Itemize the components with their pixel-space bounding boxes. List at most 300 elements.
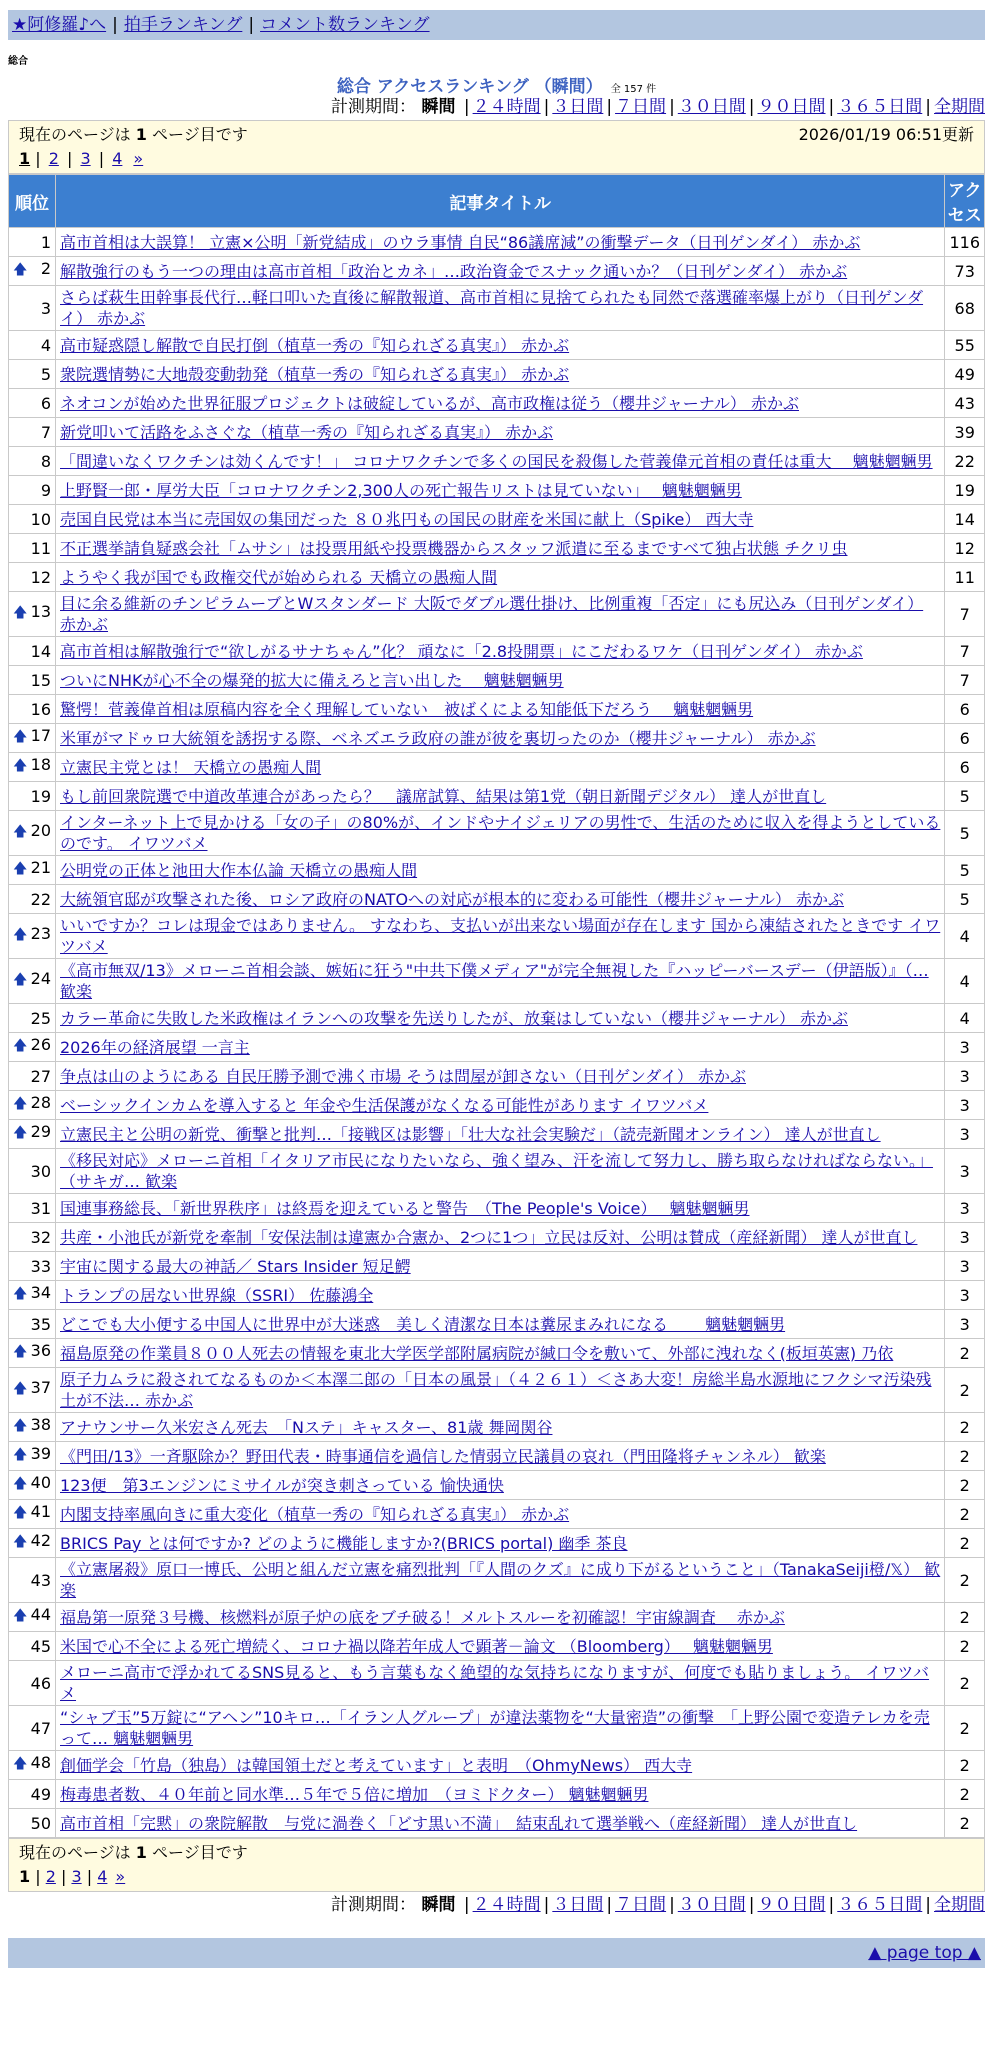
pager-bottom (19, 1865, 974, 1889)
access-count: 2 (945, 1632, 985, 1661)
title-cell (56, 331, 945, 360)
pagination-top (8, 120, 985, 174)
rank-number: 42 (30, 1531, 51, 1550)
page-title (8, 72, 985, 97)
title-cell (56, 1339, 945, 1368)
article-title-link[interactable]: 原子力ムラに殺されてなるものか＜本澤二郎の「日本の風景」（４２６１）＜さあ大変！房総半島水源地にフクシマ汚染残土が不法… 赤かぶ (60, 1370, 932, 1410)
table-row (9, 856, 985, 885)
table-row (9, 1252, 985, 1281)
period-option-link[interactable]: ３６５日間 (837, 97, 923, 117)
article-title-link[interactable]: 米軍がマドゥロ大統領を誘拐する際、ベネズエラ政府の誰が彼を裏切ったのか（櫻井ジャーナル） 赤かぶ (60, 728, 816, 748)
rank-number: 25 (30, 1008, 51, 1028)
table-row (9, 1062, 985, 1091)
title-cell (56, 286, 945, 331)
article-title-link[interactable]: 大統領官邸が攻撃された後、ロシア政府のNATOへの対応が根本的に変わる可能性（櫻井ジャーナル） 赤かぶ (60, 889, 845, 909)
rank-cell (9, 885, 56, 914)
ranking-table (8, 174, 985, 1838)
rank-cell (9, 856, 56, 885)
header-title: 記事タイトル (56, 175, 945, 228)
access-count: 5 (945, 811, 985, 856)
rank-cell (9, 1062, 56, 1091)
access-count: 12 (945, 534, 985, 563)
access-count: 55 (945, 331, 985, 360)
period-option-link[interactable]: ９０日間 (757, 1895, 826, 1915)
comment-ranking-link[interactable]: コメント数ランキング (260, 15, 430, 35)
title-cell (56, 1529, 945, 1558)
rank-cell (9, 257, 56, 286)
article-title-link[interactable]: 上野賢一郎・厚労大臣「コロナワクチン2,300人の死亡報告リストは見ていない」 魑魅魍魎男 (60, 480, 742, 500)
period-option-link[interactable]: ２４時間 (472, 97, 541, 117)
article-title-link[interactable]: いいですか？コレは現金ではありません。 すなわち、支払いが出来ない場面が存在します 国から凍結されたときです イワツバメ (60, 916, 941, 956)
title-cell (56, 1223, 945, 1252)
title-cell (56, 1603, 945, 1632)
arrow-up-icon: 🡅 (13, 824, 28, 840)
table-row (9, 666, 985, 695)
rank-cell (9, 360, 56, 389)
table-row (9, 476, 985, 505)
period-current: 瞬間 (421, 1895, 456, 1915)
access-count: 3 (945, 1149, 985, 1194)
rank-number: 1 (40, 232, 51, 252)
arrow-up-icon: 🡅 (13, 1038, 28, 1054)
arrow-up-icon: 🡅 (13, 1447, 28, 1463)
rank-number: 34 (30, 1283, 51, 1302)
article-title-link[interactable]: 目に余る維新のチンピラムーブとWスタンダード 大阪でダブル選仕掛け、比例重複「否定」にも尻込み（日刊ゲンダイ） 赤かぶ (60, 594, 924, 634)
access-count: 39 (945, 418, 985, 447)
rank-number: 7 (40, 422, 51, 442)
rank-number: 3 (40, 298, 51, 318)
article-title-link[interactable]: 争点は山のようにある 自民圧勝予測で沸く市場 そうは問屋が卸さない（日刊ゲンダイ） 赤かぶ (60, 1066, 746, 1086)
page-top-link[interactable]: ▲ page top ▲ (868, 1943, 981, 1963)
article-title-link[interactable]: 売国自民党は本当に売国奴の集団だった ８０兆円もの国民の財産を米国に献上（Spike） 西大寺 (60, 509, 754, 529)
rank-number: 6 (40, 393, 51, 413)
table-row (9, 959, 985, 1004)
access-count: 3 (945, 1120, 985, 1149)
title-cell (56, 914, 945, 959)
title-cell (56, 1780, 945, 1809)
rank-cell (9, 476, 56, 505)
pager-link[interactable]: 3 (80, 149, 91, 168)
table-row (9, 389, 985, 418)
article-title-link[interactable]: 立憲民主党とは！ 天橋立の愚痴人間 (60, 757, 322, 777)
access-count: 2 (945, 1780, 985, 1809)
rank-number: 28 (30, 1093, 51, 1112)
title-cell (56, 228, 945, 257)
applause-ranking-link[interactable]: 拍手ランキング (123, 15, 243, 35)
title-cell (56, 389, 945, 418)
period-option-link[interactable]: ３６５日間 (837, 1895, 923, 1915)
article-title-link[interactable]: 福島第一原発３号機、核燃料が原子炉の底をブチ破る！メルトスルーを初確認！宇宙線調査 赤かぶ (60, 1607, 785, 1627)
arrow-up-icon: 🡅 (13, 1125, 28, 1141)
title-cell (56, 811, 945, 856)
access-count: 2 (945, 1442, 985, 1471)
pagination-bottom (8, 1838, 985, 1892)
period-option-link[interactable]: ３０日間 (677, 97, 746, 117)
header-rank: 順位 (9, 175, 56, 228)
arrow-up-icon: 🡅 (13, 1505, 28, 1521)
rank-cell (9, 228, 56, 257)
article-title-link[interactable]: 共産・小池氏が新党を牽制「安保法制は違憲か合憲か、2つに1つ」立民は反対、公明は賛成（産経新聞） 達人が世直し (60, 1227, 918, 1247)
title-cell (56, 695, 945, 724)
access-count: 3 (945, 1252, 985, 1281)
table-row (9, 1558, 985, 1603)
pager-link[interactable]: 2 (48, 149, 59, 168)
access-count: 3 (945, 1194, 985, 1223)
period-option-link[interactable]: 全期間 (934, 1895, 985, 1915)
period-selector-top (8, 94, 985, 120)
rank-number: 4 (40, 335, 51, 355)
pager-link[interactable]: 4 (97, 1867, 108, 1886)
article-title-link[interactable]: 立憲民主と公明の新党、衝撃と批判…「接戦区は影響」「壮大な社会実験だ」（読売新聞オンライン） 達人が世直し (60, 1124, 881, 1144)
access-count: 116 (945, 228, 985, 257)
article-title-link[interactable]: さらば萩生田幹事長代行…軽口叩いた直後に解散報道、高市首相に見捨てられたも同然で落選確率爆上がり（日刊ゲンダイ） 赤かぶ (60, 288, 924, 328)
rank-cell (9, 418, 56, 447)
article-title-link[interactable]: 国連事務総長、「新世界秩序」は終焉を迎えていると警告 （The People's Voice） 魑魅魍魎男 (60, 1198, 750, 1218)
article-title-link[interactable]: 123便 第3エンジンにミサイルが突き刺さっている 愉快通快 (60, 1475, 504, 1495)
article-title-link[interactable]: 宇宙に関する最大の神話／ Stars Insider 短足鰐 (60, 1256, 411, 1276)
table-row (9, 1281, 985, 1310)
home-link[interactable]: ★阿修羅♪へ (12, 15, 107, 35)
arrow-up-icon: 🡅 (13, 262, 28, 278)
table-row (9, 1809, 985, 1838)
article-title-link[interactable]: 公明党の正体と池田大作本仏論 天橋立の愚痴人間 (60, 860, 418, 880)
table-row (9, 753, 985, 782)
rank-number: 22 (30, 889, 51, 909)
arrow-up-icon: 🡅 (13, 729, 28, 745)
rank-cell (9, 811, 56, 856)
access-count: 5 (945, 782, 985, 811)
separator: | (828, 1895, 835, 1915)
article-title-link[interactable]: ついにNHKが心不全の爆発的拡大に備えろと言い出した 魑魅魍魎男 (60, 670, 564, 690)
article-title-link[interactable]: 驚愕！菅義偉首相は原稿内容を全く理解していない 被ばくによる知能低下だろう 魑魅魍魎男 (60, 699, 754, 719)
access-count: 43 (945, 389, 985, 418)
rank-number: 15 (30, 670, 51, 690)
pager-link[interactable]: 4 (112, 149, 123, 168)
pager-link[interactable]: 2 (45, 1867, 56, 1886)
arrow-up-icon: 🡅 (13, 1608, 28, 1624)
article-title-link[interactable]: 高市疑惑隠し解散で自民打倒（植草一秀の『知られざる真実』） 赤かぶ (60, 335, 570, 355)
rank-number: 30 (30, 1161, 51, 1181)
total-count: 全 157 件 (610, 84, 657, 95)
rank-cell (9, 592, 56, 637)
rank-number: 31 (30, 1198, 51, 1218)
separator: | (828, 97, 835, 117)
access-count: 2 (945, 1809, 985, 1838)
rank-number: 14 (30, 641, 51, 661)
separator: | (463, 97, 470, 117)
article-title-link[interactable]: 《門田/13》一斉駆除か？野田代表・時事通信を過信した情弱立民議員の哀れ（門田隆将チャンネル） 歓楽 (60, 1446, 826, 1466)
arrow-up-icon: 🡅 (13, 1096, 28, 1112)
title-cell (56, 1120, 945, 1149)
rank-cell (9, 1281, 56, 1310)
table-row (9, 1529, 985, 1558)
rank-cell (9, 1091, 56, 1120)
rank-cell (9, 959, 56, 1004)
access-count: 4 (945, 914, 985, 959)
table-row (9, 1442, 985, 1471)
table-row (9, 1194, 985, 1223)
article-title-link[interactable]: メローニ高市で浮かれてるSNS見ると、もう言葉もなく絶望的な気持ちになりますが、何度でも貼りましょう。 イワツバメ (60, 1663, 930, 1703)
table-row (9, 782, 985, 811)
rank-number: 12 (30, 567, 51, 587)
separator: | (748, 97, 755, 117)
arrow-up-icon: 🡅 (13, 1476, 28, 1492)
table-row (9, 724, 985, 753)
article-title-link[interactable]: カラー革命に失敗した米政権はイランへの攻撃を先送りしたが、放棄はしていない（櫻井ジャーナル） 赤かぶ (60, 1008, 848, 1028)
rank-number: 37 (30, 1378, 51, 1397)
article-title-link[interactable]: 米国で心不全による死亡増続く、コロナ禍以降若年成人で顕著－論文 （Bloomberg） 魑魅魍魎男 (60, 1636, 773, 1656)
table-row (9, 1223, 985, 1252)
separator: | (669, 1895, 675, 1915)
rank-cell (9, 1603, 56, 1632)
article-title-link[interactable]: 2026年の経済展望 一言主 (60, 1037, 250, 1057)
article-title-link[interactable]: ネオコンが始めた世界征服プロジェクトは破綻しているが、高市政権は従う（櫻井ジャーナル） 赤かぶ (60, 393, 800, 413)
title-cell (56, 505, 945, 534)
article-title-link[interactable]: 創価学会「竹島（独島）は韓国領土だと考えています」と表明 （OhmyNews） 西大寺 (60, 1755, 693, 1775)
table-row (9, 1706, 985, 1751)
title-cell (56, 1706, 945, 1751)
rank-number: 17 (30, 726, 51, 745)
pager-next-link[interactable]: » (115, 1867, 126, 1886)
period-option-link[interactable]: ７日間 (615, 97, 667, 117)
separator: | (925, 1895, 931, 1915)
title-cell (56, 1004, 945, 1033)
article-title-link[interactable]: 福島原発の作業員８００人死去の情報を東北大学医学部附属病院が緘口令を敷いて、外部に洩れなく(板垣英憲) 乃依 (60, 1343, 894, 1363)
rank-number: 33 (30, 1256, 51, 1276)
table-row (9, 811, 985, 856)
access-count: 3 (945, 1310, 985, 1339)
article-title-link[interactable]: 新党叩いて活路をふさぐな（植草一秀の『知られざる真実』） 赤かぶ (60, 422, 554, 442)
rank-cell (9, 1780, 56, 1809)
separator: | (925, 97, 931, 117)
article-title-link[interactable]: “シャブ玉”5万錠に“アヘン”10キロ…「イラン人グループ」が違法薬物を“大量密造”の衝撃 「上野公園で変造テレカを売って… 魑魅魍魎男 (60, 1708, 930, 1748)
article-title-link[interactable]: 衆院選情勢に大地殻変動勃発（植草一秀の『知られざる真実』） 赤かぶ (60, 364, 570, 384)
rank-cell (9, 1223, 56, 1252)
rank-cell (9, 1632, 56, 1661)
period-option-link[interactable]: 全期間 (934, 97, 985, 117)
table-row (9, 563, 985, 592)
rank-number: 5 (40, 364, 51, 384)
rank-cell (9, 666, 56, 695)
table-row (9, 534, 985, 563)
rank-number: 50 (30, 1813, 51, 1833)
article-title-link[interactable]: 《立憲屠殺》原口一博氏、公明と組んだ立憲を痛烈批判「『人間のクズ』に成り下がるということ」（TanakaSeiji橙/𝕏） 歓楽 (60, 1560, 941, 1600)
article-title-link[interactable]: BRICS Pay とは何ですか? どのように機能しますか?(BRICS portal) 幽季 茶良 (60, 1533, 628, 1553)
rank-cell (9, 1194, 56, 1223)
rank-number: 38 (30, 1415, 51, 1434)
article-title-link[interactable]: 《移民対応》メローニ首相「イタリア市民になりたいなら、強く望み、汗を流して努力し、勝ち取らなければならない。」（サキガ… 歓楽 (60, 1151, 933, 1191)
separator: | (606, 1895, 613, 1915)
article-title-link[interactable]: トランプの居ない世界線（SSRI） 佐藤鴻全 (60, 1285, 374, 1305)
period-option-link[interactable]: ３日間 (552, 97, 604, 117)
period-option-link[interactable]: ９０日間 (757, 97, 826, 117)
access-count: 6 (945, 695, 985, 724)
rank-cell (9, 389, 56, 418)
footer-bar (8, 1938, 985, 1968)
separator: | (543, 1895, 550, 1915)
rank-number: 41 (30, 1502, 51, 1521)
separator: | (748, 1895, 755, 1915)
table-row (9, 885, 985, 914)
rank-cell (9, 1471, 56, 1500)
rank-cell (9, 1339, 56, 1368)
pager-current: 1 (19, 149, 31, 168)
access-count: 3 (945, 1281, 985, 1310)
rank-number: 26 (30, 1035, 51, 1054)
access-count: 7 (945, 592, 985, 637)
access-count: 2 (945, 1500, 985, 1529)
title-cell (56, 959, 945, 1004)
article-title-link[interactable]: 不正選挙請負疑惑会社「ムサシ」は投票用紙や投票機器からスタッフ派遣に至るまですべて独占状態 チクリ虫 (60, 538, 848, 558)
access-count: 3 (945, 1223, 985, 1252)
rank-number: 47 (30, 1718, 51, 1738)
rank-cell (9, 782, 56, 811)
access-count: 22 (945, 447, 985, 476)
title-cell (56, 1281, 945, 1310)
period-label: 計測期間： (331, 97, 417, 117)
separator: | (543, 97, 550, 117)
section-label: 総合 (8, 56, 28, 67)
separator: | (30, 149, 46, 168)
rank-number: 23 (30, 924, 51, 943)
rank-cell (9, 1751, 56, 1780)
rank-cell (9, 1252, 56, 1281)
rank-cell (9, 1442, 56, 1471)
access-count: 73 (945, 257, 985, 286)
table-row (9, 360, 985, 389)
period-option-link[interactable]: ３日間 (552, 1895, 604, 1915)
rank-cell (9, 1558, 56, 1603)
rank-cell (9, 1120, 56, 1149)
article-title-link[interactable]: ベーシックインカムを導入すると 年金や生活保護がなくなる可能性があります イワツバメ (60, 1095, 709, 1115)
arrow-up-icon: 🡅 (13, 1286, 28, 1302)
arrow-up-icon: 🡅 (13, 1756, 28, 1772)
period-option-link[interactable]: ７日間 (615, 1895, 667, 1915)
title-cell (56, 637, 945, 666)
rank-cell (9, 1529, 56, 1558)
article-title-link[interactable]: 「間違いなくワクチンは効くんです！」 コロナワクチンで多くの国民を殺傷した菅義偉元首相の責任は重大 魑魅魍魎男 (60, 451, 933, 471)
pager-next-link[interactable]: » (133, 149, 144, 168)
separator: | (30, 1867, 46, 1886)
table-row (9, 1603, 985, 1632)
rank-number: 18 (30, 755, 51, 774)
title-cell (56, 782, 945, 811)
rank-cell (9, 1500, 56, 1529)
title-cell (56, 1558, 945, 1603)
access-count: 68 (945, 286, 985, 331)
rank-number: 16 (30, 699, 51, 719)
rank-number: 21 (30, 858, 51, 877)
rank-cell (9, 1310, 56, 1339)
table-row (9, 1413, 985, 1442)
rank-number: 32 (30, 1227, 51, 1247)
table-row (9, 914, 985, 959)
separator: | (669, 97, 675, 117)
access-count: 3 (945, 1062, 985, 1091)
access-count: 4 (945, 1004, 985, 1033)
rank-number: 49 (30, 1784, 51, 1804)
access-count: 3 (945, 1091, 985, 1120)
pager-link[interactable]: 3 (71, 1867, 82, 1886)
article-title-link[interactable]: どこでも大小便する中国人に世界中が大迷惑 美しく清潔な日本は糞尿まみれになる 魑魅魍魎男 (60, 1314, 786, 1334)
access-count: 2 (945, 1558, 985, 1603)
top-nav: ★阿修羅♪へ | 拍手ランキング | コメント数ランキング (8, 10, 985, 40)
article-title-link[interactable]: インターネット上で見かける「女の子」の80%が、インドやナイジェリアの男性で、生活のために収入を得ようとしているのです。 イワツバメ (60, 813, 941, 853)
title-cell (56, 1442, 945, 1471)
table-row (9, 1661, 985, 1706)
table-row (9, 418, 985, 447)
period-selector-bottom (8, 1892, 985, 1918)
arrow-up-icon: 🡅 (13, 861, 28, 877)
table-row (9, 228, 985, 257)
table-row (9, 1632, 985, 1661)
access-count: 6 (945, 724, 985, 753)
rank-number: 20 (30, 821, 51, 840)
article-title-link[interactable]: 高市首相は大誤算！ 立憲×公明「新党結成」のウラ事情 自民“86議席減”の衝撃データ（日刊ゲンダイ） 赤かぶ (60, 232, 861, 252)
table-row (9, 592, 985, 637)
title-cell (56, 1033, 945, 1062)
article-title-link[interactable]: 梅毒患者数、４０年前と同水準…５年で５倍に増加 （ヨミドクター） 魑魅魍魎男 (60, 1784, 649, 1804)
title-cell (56, 534, 945, 563)
table-row (9, 505, 985, 534)
rank-cell (9, 1661, 56, 1706)
rank-number: 39 (30, 1444, 51, 1463)
title-cell (56, 257, 945, 286)
rank-cell (9, 1413, 56, 1442)
article-title-link[interactable]: アナウンサー久米宏さん死去 「Nステ」キャスター、81歳 舞岡関谷 (60, 1417, 553, 1437)
table-row (9, 1500, 985, 1529)
table-row (9, 257, 985, 286)
table-row (9, 447, 985, 476)
article-title-link[interactable]: 解散強行のもう一つの理由は高市首相「政治とカネ」…政治資金でスナック通いか？（日刊ゲンダイ） 赤かぶ (60, 261, 848, 281)
article-title-link[interactable]: もし前回衆院選で中道改革連合があったら？ 議席試算、結果は第1党（朝日新聞デジタル） 達人が世直し (60, 786, 827, 806)
article-title-link[interactable]: 内閣支持率風向きに重大変化（植草一秀の『知られざる真実』） 赤かぶ (60, 1504, 570, 1524)
period-option-link[interactable]: ３０日間 (677, 1895, 746, 1915)
access-count: 3 (945, 1033, 985, 1062)
rank-cell (9, 637, 56, 666)
article-title-link[interactable]: 高市首相「完黙」の衆院解散 与党に渦巻く「どす黒い不満」 結束乱れて選挙戦へ（産経新聞） 達人が世直し (60, 1813, 858, 1833)
rank-cell (9, 286, 56, 331)
separator: | (81, 1867, 98, 1886)
title-cell (56, 592, 945, 637)
title-cell (56, 476, 945, 505)
access-count: 7 (945, 637, 985, 666)
updated-time: 2026/01/19 06:51更新 (798, 125, 974, 144)
title-cell (56, 1368, 945, 1413)
access-count: 2 (945, 1661, 985, 1706)
rank-number: 2 (40, 259, 51, 278)
article-title-link[interactable]: 《高市無双/13》メローニ首相会談、嫉妬に狂う"中共下僕メディア"が完全無視した『ハッピーバースデー（伊語版）』（… 歓楽 (60, 961, 929, 1001)
rank-cell (9, 505, 56, 534)
article-title-link[interactable]: 高市首相は解散強行で“欲しがるサナちゃん”化？ 頑なに「2.8投開票」にこだわるワケ（日刊ゲンダイ） 赤かぶ (60, 641, 863, 661)
title-cell (56, 1091, 945, 1120)
article-title-link[interactable]: ようやく我が国でも政権交代が始められる 天橋立の愚痴人間 (60, 567, 498, 587)
rank-number: 27 (30, 1066, 51, 1086)
access-count: 2 (945, 1751, 985, 1780)
period-option-link[interactable]: ２４時間 (472, 1895, 541, 1915)
access-count: 4 (945, 959, 985, 1004)
title-cell (56, 724, 945, 753)
rank-cell (9, 1004, 56, 1033)
access-count: 19 (945, 476, 985, 505)
table-row (9, 1471, 985, 1500)
separator: | (61, 149, 78, 168)
table-row (9, 1368, 985, 1413)
title-cell (56, 1194, 945, 1223)
access-count: 49 (945, 360, 985, 389)
access-count: 5 (945, 856, 985, 885)
title-cell (56, 885, 945, 914)
